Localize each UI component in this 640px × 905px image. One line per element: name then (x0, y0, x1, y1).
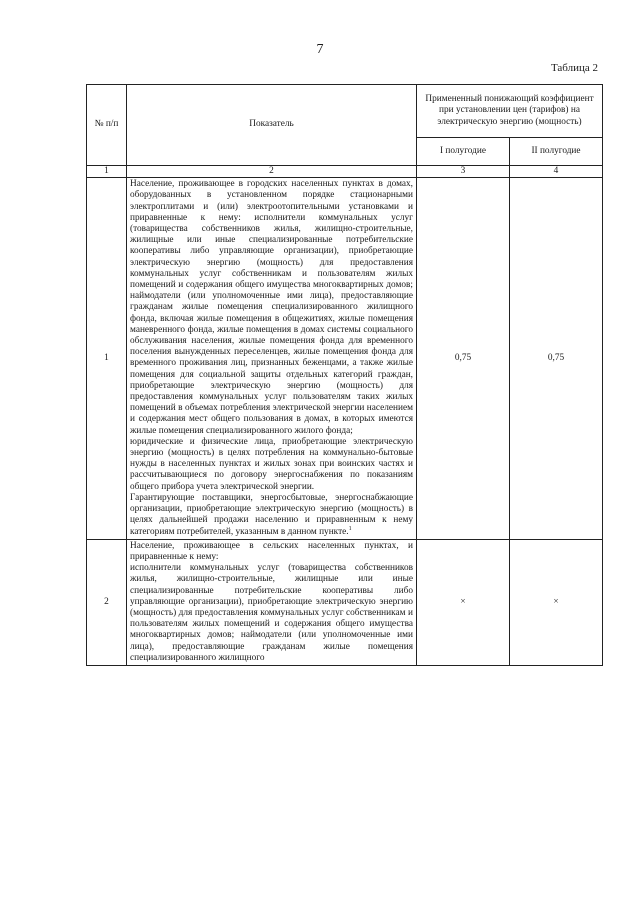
index-cell: 4 (510, 166, 603, 178)
coefficient-half1: 0,75 (417, 178, 510, 540)
indicator-paragraph-last (130, 493, 413, 538)
indicator-paragraph: исполнители коммунальных услуг (товарищества собственников жилья, жилищно-строительные, жилищные или иные специализированные потребительские кооперативы либо управляющие организации), приобретающие электрическую энергию (мощность) для предоставления коммунальных услуг собственникам и пользователям жилых помещений и содержания общего имущества многоквартирных домов; наймодатели (или уполномоченные ими лица), предоставляющие гражданам жилые помещения специализированного жилищного (130, 563, 413, 663)
row-number: 1 (87, 178, 127, 540)
index-cell: 2 (127, 166, 417, 178)
coefficient-half2: 0,75 (510, 178, 603, 540)
indicator-paragraph-text: Гарантирующие поставщики, энергосбытовые, энергоснабжающие организации, приобретающие электрическую энергию (мощность) в целях дальнейшей продажи населению и приравненным к нему категориям потребителей, указанным в данном пункте. (130, 492, 413, 537)
table-row (87, 178, 603, 540)
indicator-paragraph: юридические и физические лица, приобретающие электрическую энергию (мощность) в целях потребления на коммунально-бытовые нужды в населенных пунктах и жилых зонах при воинских частях и рассчитывающиеся по договору энергоснабжения по показаниям общего прибора учета электрической энергии. (130, 436, 413, 492)
header-indicator: Показатель (127, 85, 417, 166)
footnote-marker: 1 (348, 525, 352, 532)
header-half1: I полугодие (417, 137, 510, 165)
header-row (87, 85, 603, 138)
table-caption: Таблица 2 (550, 62, 598, 74)
row-indicator (127, 539, 417, 665)
row-number: 2 (87, 539, 127, 665)
coefficient-half1: × (417, 539, 510, 665)
column-index-row (87, 166, 603, 178)
coefficient-half2: × (510, 539, 603, 665)
header-num: № п/п (87, 85, 127, 166)
header-coefficient: Примененный понижающий коэффициент при установлении цен (тарифов) на электрическую энергию (мощность) (417, 85, 603, 138)
header-half2: II полугодие (510, 137, 603, 165)
index-cell: 1 (87, 166, 127, 178)
tariff-coefficient-table (86, 84, 603, 666)
table-row (87, 539, 603, 665)
index-cell: 3 (417, 166, 510, 178)
indicator-paragraph: Население, проживающее в сельских населенных пунктах, и приравненные к нему: (130, 540, 413, 562)
indicator-paragraph: Население, проживающее в городских населенных пунктах в домах, оборудованных в установленном порядке стационарными электроплитами и (или) электроотопительными установками и приравненные к нему: исполнители коммунальных услуг (товарищества собственников жилья, жилищно-строительные, жилищные или иные специализированные потребительские кооперативы либо управляющие организации), приобретающие электрическую энергию (мощность) для предоставления коммунальных услуг собственникам и пользователям жилых помещений и содержания общего имущества многоквартирных домов; наймодатели (или уполномоченные ими лица), предоставляющие гражданам жилые помещения специализированного жилищного фонда, включая жилые помещения в общежитиях, жилые помещения маневренного фонда, жилые помещения в домах системы социального обслуживания населения, жилые помещения фонда для временного поселения вынужденных переселенцев, жилые помещения фонда для временного проживания лиц, признанных беженцами, а также жилые помещения для социальной защиты отдельных категорий граждан, приобретающие электрическую энергию (мощность) для предоставления коммунальных услуг пользователям таких жилых помещений в объемах потребления электрической энергии населением и содержания мест общего пользования в домах, в которых имеются жилые помещения специализированного жилого фонда; (130, 179, 413, 436)
row-indicator (127, 178, 417, 540)
page-number: 7 (316, 42, 324, 57)
